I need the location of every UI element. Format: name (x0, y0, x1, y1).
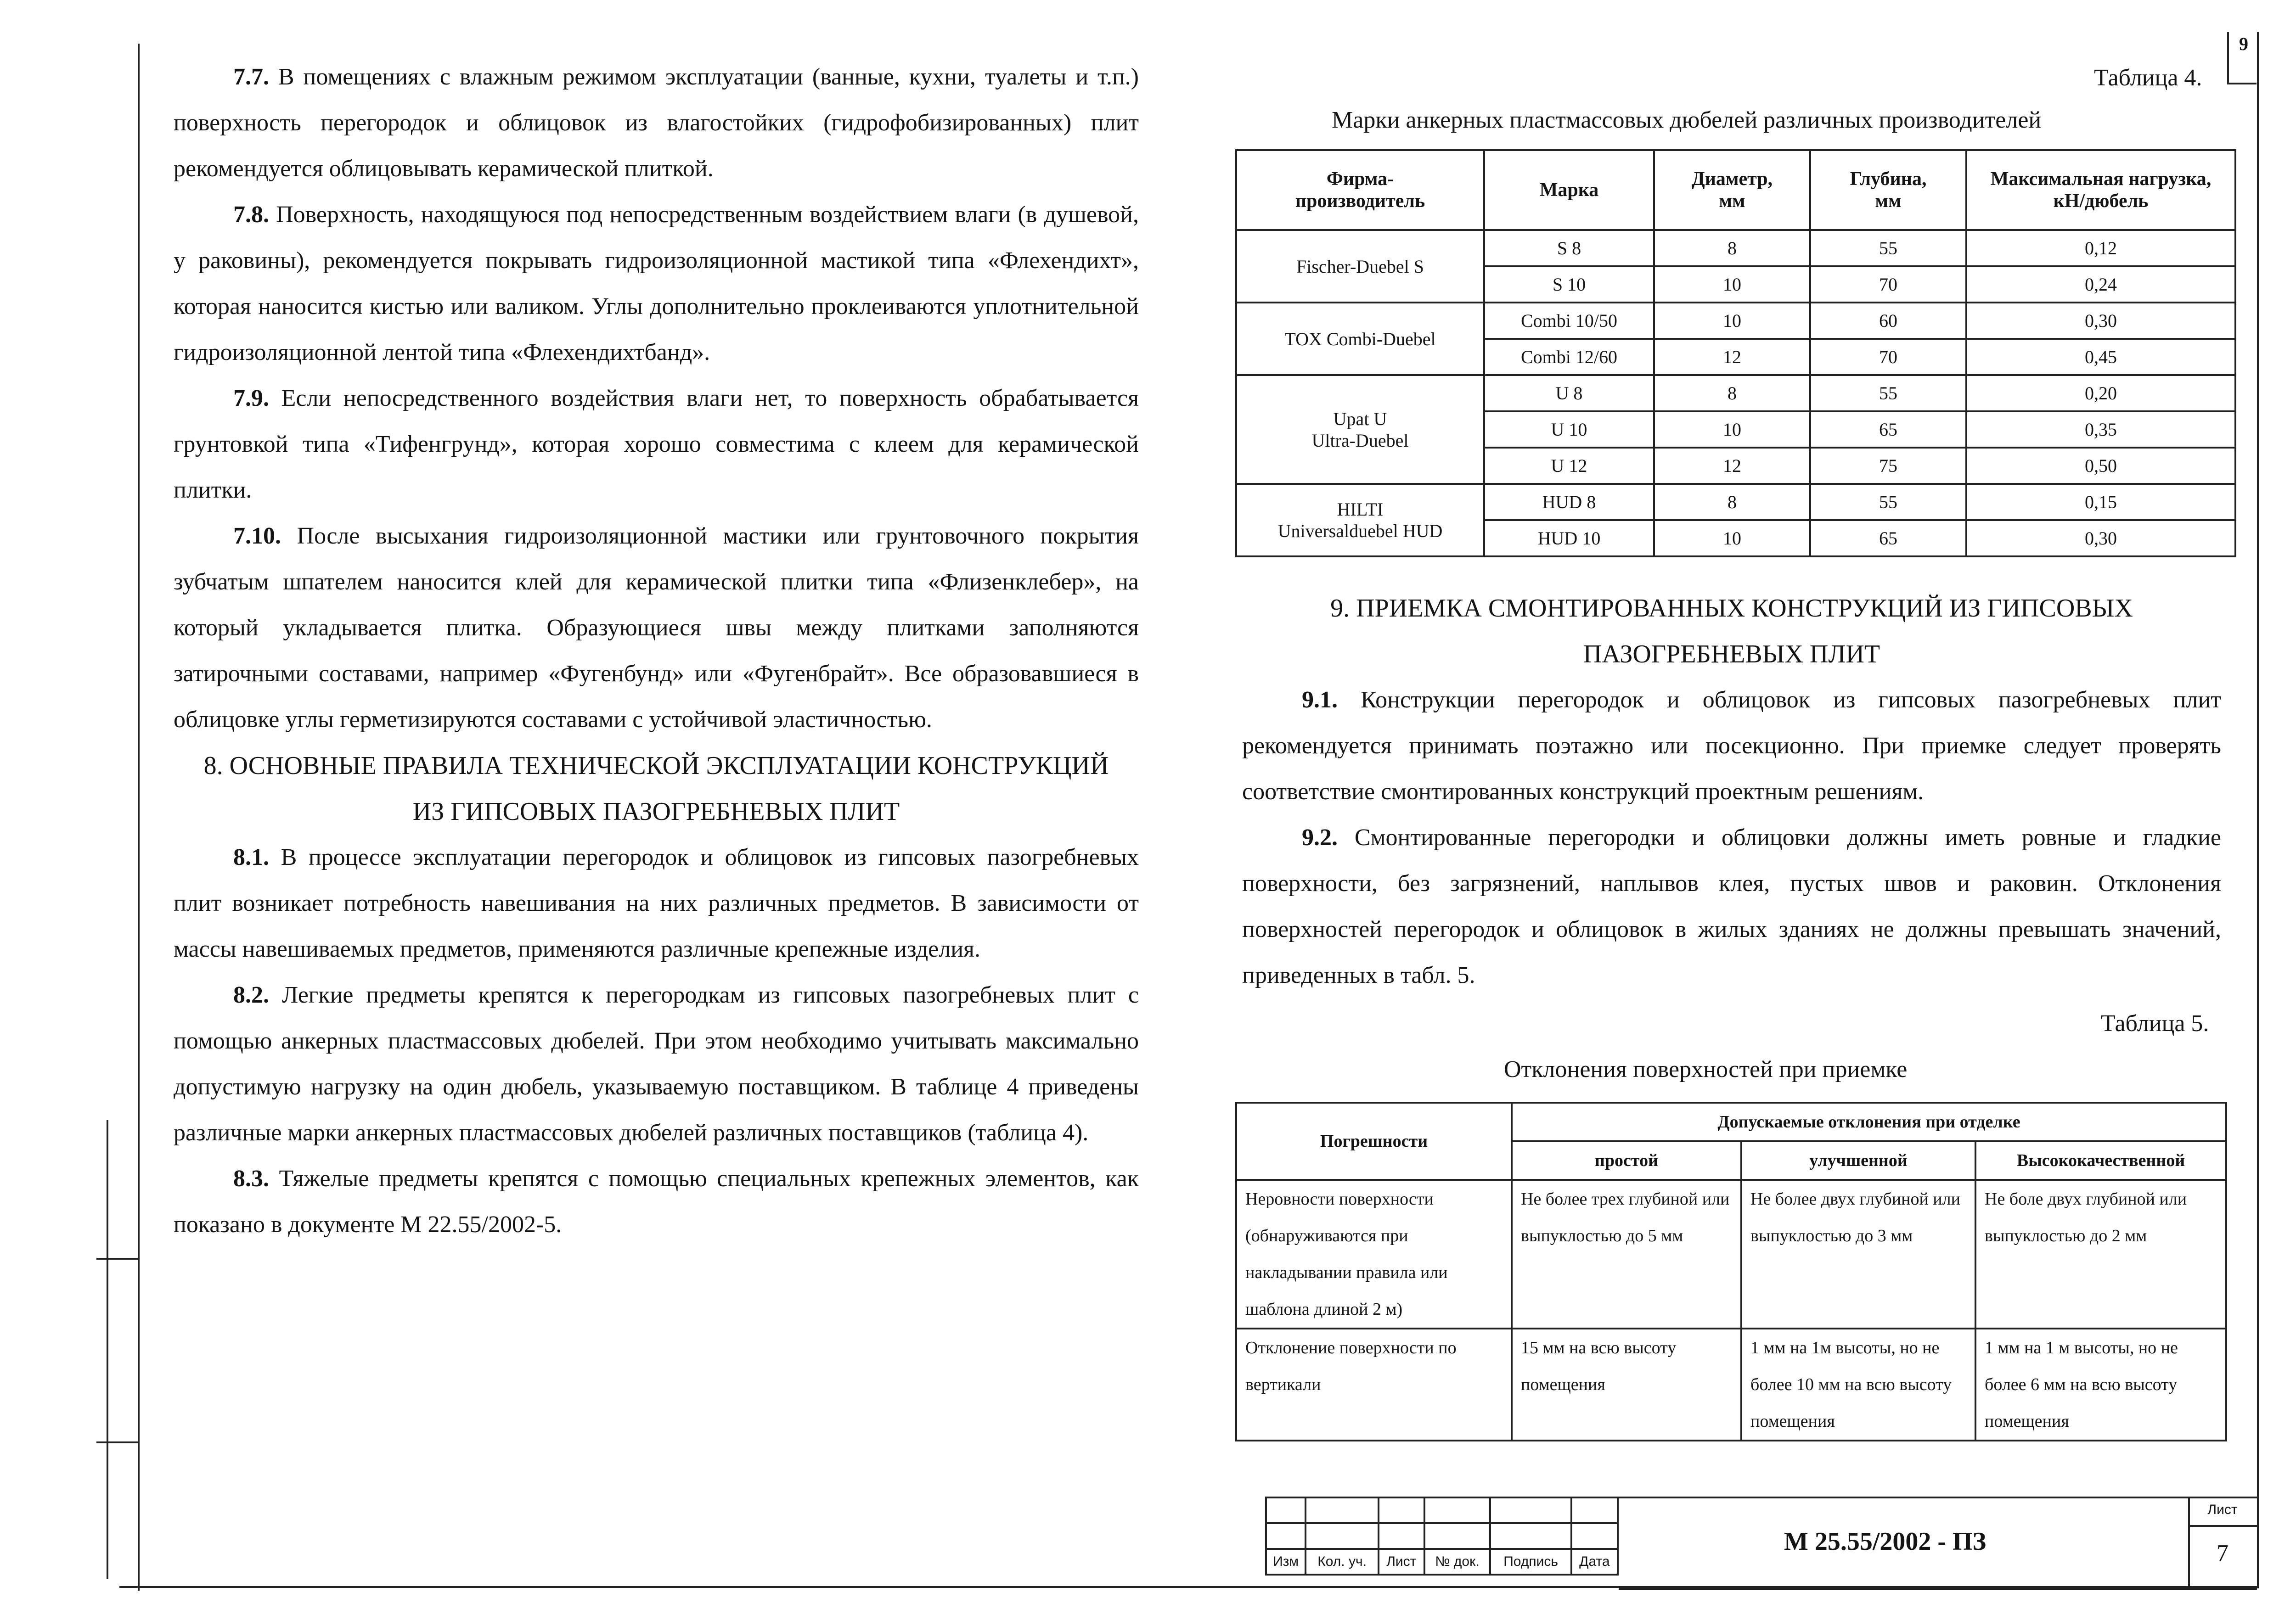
header-firm: Фирма- производитель (1236, 150, 1484, 230)
header-simple: простой (1512, 1141, 1741, 1180)
stamp-col-label: Изм (1266, 1549, 1306, 1575)
table-cell: 0,50 (1966, 448, 2235, 484)
frame-right-line (2257, 32, 2259, 1588)
cell-firm: Fischer-Duebel S (1236, 230, 1484, 303)
table-cell: Не боле двух глубиной или выпуклостью до 2 мм (1975, 1180, 2226, 1329)
table-cell: 70 (1810, 339, 1966, 375)
page-number-text: 9 (2239, 34, 2248, 54)
para-7-7 (174, 54, 1139, 192)
header-diameter: Диаметр, мм (1654, 150, 1810, 230)
table-cell: 10 (1654, 303, 1810, 339)
table-row (1236, 375, 2235, 411)
doc-code: М 25.55/2002 - ПЗ (1784, 1527, 1986, 1556)
table-cell: 1 мм на 1 м высоты, но не более 6 мм на всю высоту помещения (1975, 1329, 2226, 1441)
table-cell: 12 (1654, 339, 1810, 375)
frame-mark (96, 1441, 138, 1443)
para-text: Тяжелые предметы крепятся с помощью специальных крепежных элементов, как показано в документе М 22.55/2002-5. (174, 1166, 1139, 1238)
table-cell: 8 (1654, 230, 1810, 266)
table4-title: Марки анкерных пластмассовых дюбелей различных производителей (1332, 107, 2042, 133)
table-cell: U 8 (1484, 375, 1654, 411)
para-text: Если непосредственного воздействия влаги нет, то поверхность обрабатывается грунтовкой типа «Тифенгрунд», которая хорошо совместима с клеем для керамической плитки. (174, 385, 1139, 503)
table-cell: 12 (1654, 448, 1810, 484)
para-number: 7.9. (233, 385, 269, 411)
para-number: 9.1. (1302, 687, 1338, 713)
left-column (174, 54, 1139, 1248)
table-cell: 10 (1654, 266, 1810, 303)
para-number: 7.10. (233, 523, 281, 549)
frame-left-line (138, 44, 140, 1591)
section-8-heading (174, 743, 1139, 835)
header-mark: Марка (1484, 150, 1654, 230)
table-cell: 10 (1654, 520, 1810, 556)
table-cell: U 12 (1484, 448, 1654, 484)
header-improved: улучшенной (1741, 1141, 1975, 1180)
title-block-doc (1619, 1497, 2190, 1590)
stamp-col-label: № док. (1424, 1549, 1491, 1575)
table-cell: 60 (1810, 303, 1966, 339)
table-cell: 65 (1810, 411, 1966, 448)
table-row (1236, 484, 2235, 520)
title-block-grid (1265, 1497, 1619, 1576)
para-number: 7.7. (233, 64, 269, 90)
para-7-10 (174, 513, 1139, 743)
table-cell: Не более двух глубиной или выпуклостью до 3 мм (1741, 1180, 1975, 1329)
page-number-top (2227, 32, 2257, 84)
para-text: Поверхность, находящуюся под непосредственным воздействием влаги (в душевой, у раковины), рекомендуется покрывать гидроизоляционной мастикой типа «Флехендихт», которая наносится кистью или валиком. Углы дополнительно проклеиваются уплотнительной гидроизоляционной лентой типа «Флехендихтбанд». (174, 202, 1139, 365)
header-high: Высококачественной (1975, 1141, 2226, 1180)
cell-firm: Upat U Ultra-Duebel (1236, 375, 1484, 484)
table-cell: Отклонение поверхности по вертикали (1236, 1329, 1512, 1441)
header-allowed: Допускаемые отклонения при отделке (1512, 1103, 2226, 1141)
table-cell: 1 мм на 1м высоты, но не более 10 мм на всю высоту помещения (1741, 1329, 1975, 1441)
table-cell: 65 (1810, 520, 1966, 556)
cell-firm: HILTI Universalduebel HUD (1236, 484, 1484, 556)
stamp-col-label: Дата (1571, 1549, 1618, 1575)
header-errors: Погрешности (1236, 1103, 1512, 1180)
table-cell: S 10 (1484, 266, 1654, 303)
right-column (1242, 585, 2221, 998)
table-cell: Combi 10/50 (1484, 303, 1654, 339)
table-cell: 75 (1810, 448, 1966, 484)
para-text: Легкие предметы крепятся к перегородкам из гипсовых пазогребневых плит с помощью анкерных пластмассовых дюбелей. При этом необходимо учитывать максимально допустимую нагрузку на один дюбель, указываемую поставщиком. В таблице 4 приведены различные марки анкерных пластмассовых дюбелей различных поставщиков (таблица 4). (174, 982, 1139, 1146)
para-7-8 (174, 192, 1139, 376)
sheet-label: Лист (2188, 1502, 2257, 1527)
para-8-1 (174, 835, 1139, 972)
table-cell: 0,30 (1966, 303, 2235, 339)
para-number: 8.2. (233, 982, 269, 1008)
table-cell: 55 (1810, 484, 1966, 520)
table-cell: Неровности поверхности (обнаруживаются при накладывании правила или шаблона длиной 2 м) (1236, 1180, 1512, 1329)
para-text: Смонтированные перегородки и облицовки должны иметь ровные и гладкие поверхности, без загрязнений, наплывов клея, пустых швов и раковин. Отклонения поверхностей перегородок и облицовок в жилых зданиях не должны превышать значений, приведенных в табл. 5. (1242, 824, 2221, 988)
stamp-col-label: Кол. уч. (1306, 1549, 1379, 1575)
header-depth: Глубина, мм (1810, 150, 1966, 230)
table-cell: Combi 12/60 (1484, 339, 1654, 375)
para-8-3 (174, 1156, 1139, 1248)
para-text: Конструкции перегородок и облицовок из гипсовых пазогребневых плит рекомендуется принимать поэтажно или посекционно. При приемке следует проверять соответствие смонтированных конструкций проектным решениям. (1242, 687, 2221, 805)
table-cell: 8 (1654, 375, 1810, 411)
table-cell: HUD 10 (1484, 520, 1654, 556)
para-number: 8.3. (233, 1166, 269, 1192)
para-7-9 (174, 376, 1139, 513)
para-number: 8.1. (233, 844, 269, 870)
para-text: После высыхания гидроизоляционной мастики или грунтовочного покрытия зубчатым шпателем наносится клей для керамической плитки типа «Флизенклебер», на который укладывается плитка. Образующиеся швы между плитками заполняются затирочными составами, например «Фугенбунд» или «Фугенбрайт». Все образовавшиеся в облицовке углы герметизируются составами с устойчивой эластичностью. (174, 523, 1139, 733)
para-9-2 (1242, 815, 2221, 998)
stamp-col-label: Подпись (1490, 1549, 1571, 1575)
title-block-sheet (2188, 1497, 2257, 1590)
table-cell: 0,12 (1966, 230, 2235, 266)
table-cell: HUD 8 (1484, 484, 1654, 520)
heading-line: 8. ОСНОВНЫЕ ПРАВИЛА ТЕХНИЧЕСКОЙ ЭКСПЛУАТАЦИИ КОНСТРУКЦИЙ (203, 751, 1109, 780)
table-header-row (1236, 150, 2235, 230)
para-number: 9.2. (1302, 824, 1338, 851)
para-9-1 (1242, 677, 2221, 815)
table-row (1236, 230, 2235, 266)
table-cell: 0,20 (1966, 375, 2235, 411)
table-cell: 0,15 (1966, 484, 2235, 520)
table-cell: 15 мм на всю высоту помещения (1512, 1329, 1741, 1441)
table-row (1236, 303, 2235, 339)
para-number: 7.8. (233, 202, 269, 228)
heading-line: ПАЗОГРЕБНЕВЫХ ПЛИТ (1583, 640, 1880, 668)
para-8-2 (174, 972, 1139, 1156)
table-cell: 0,24 (1966, 266, 2235, 303)
para-text: В процессе эксплуатации перегородок и облицовок из гипсовых пазогребневых плит возникает потребность навешивания на них различных предметов. В зависимости от массы навешиваемых предметов, применяются различные крепежные изделия. (174, 844, 1139, 962)
heading-line: ИЗ ГИПСОВЫХ ПАЗОГРЕБНЕВЫХ ПЛИТ (412, 797, 900, 826)
table-row (1236, 1329, 2226, 1441)
para-text: В помещениях с влажным режимом эксплуатации (ванные, кухни, туалеты и т.п.) поверхность перегородок и облицовок из влагостойких (гидрофобизированных) плит рекомендуется облицовывать керамической плиткой. (174, 64, 1139, 182)
table-cell: 8 (1654, 484, 1810, 520)
table5-title: Отклонения поверхностей при приемке (1504, 1056, 1908, 1082)
table-cell: 70 (1810, 266, 1966, 303)
frame-left-tick (107, 1120, 108, 1579)
table-cell: 0,30 (1966, 520, 2235, 556)
table-cell: 55 (1810, 375, 1966, 411)
table-cell: 0,35 (1966, 411, 2235, 448)
cell-firm: TOX Combi-Duebel (1236, 303, 1484, 375)
table-cell: S 8 (1484, 230, 1654, 266)
table4 (1235, 149, 2236, 557)
heading-line: 9. ПРИЕМКА СМОНТИРОВАННЫХ КОНСТРУКЦИЙ ИЗ ГИПСОВЫХ (1330, 594, 2133, 622)
stamp-col-label: Лист (1379, 1549, 1424, 1575)
table-cell: 10 (1654, 411, 1810, 448)
table-header-row (1236, 1103, 2226, 1141)
frame-mark (96, 1258, 138, 1260)
table-cell: 55 (1810, 230, 1966, 266)
table4-label: Таблица 4. (2094, 65, 2202, 91)
table5-label: Таблица 5. (2101, 1010, 2209, 1037)
sheet-number: 7 (2217, 1540, 2228, 1566)
table-cell: Не более трех глубиной или выпуклостью до 5 мм (1512, 1180, 1741, 1329)
section-9-heading (1242, 585, 2221, 677)
header-load: Максимальная нагрузка, кН/дюбель (1966, 150, 2235, 230)
table-row (1236, 1180, 2226, 1329)
table5 (1235, 1102, 2227, 1441)
table-cell: U 10 (1484, 411, 1654, 448)
table-cell: 0,45 (1966, 339, 2235, 375)
